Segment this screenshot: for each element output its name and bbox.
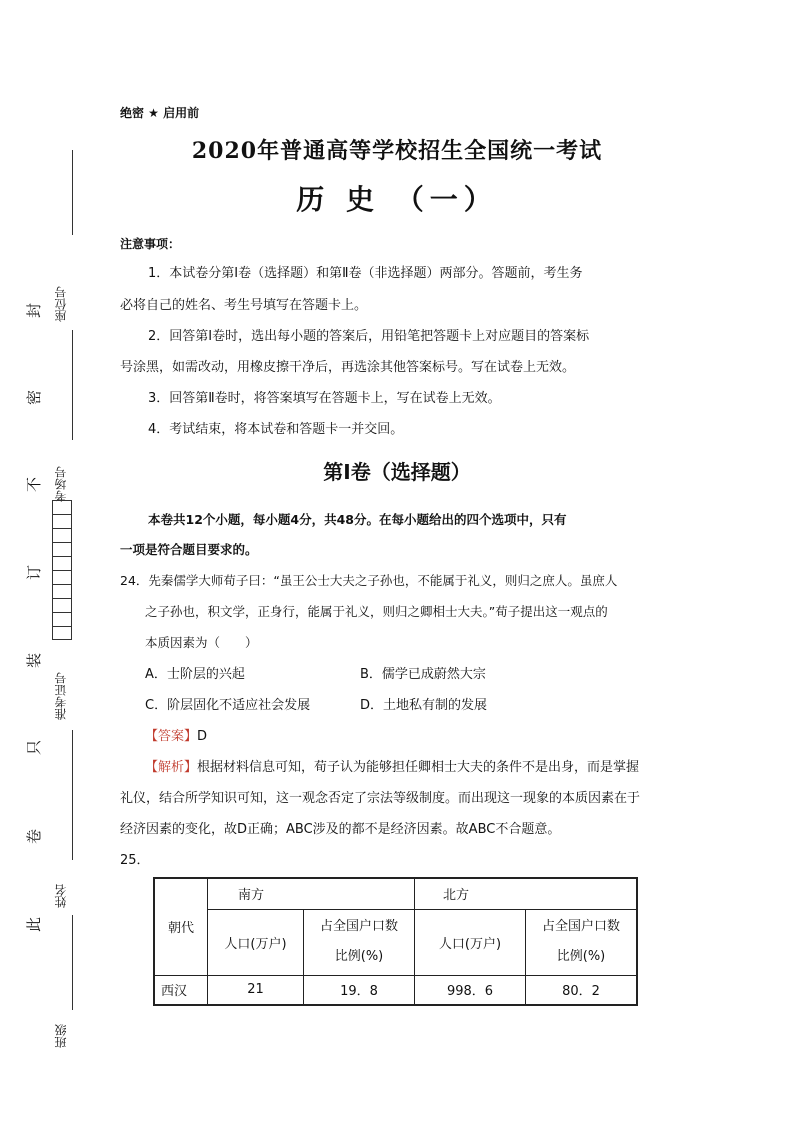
share-label-1: 占全国户口数 <box>541 919 620 934</box>
ticket-number-boxes[interactable] <box>52 500 72 640</box>
share-label-1: 占全国户口数 <box>319 919 398 934</box>
notice-item-2: 2．回答第Ⅰ卷时，选出每小题的答案后，用铅笔把答题卡上对应题目的答案标 <box>148 329 590 344</box>
share-label-2: 比例(%) <box>334 949 384 964</box>
section-intro-line2: 一项是符合题目要求的。 <box>120 542 258 557</box>
q25-number: 25． <box>120 853 150 868</box>
q24-stem-line2: 之子孙也，积文学，正身行，能属于礼义，则归之卿相士大夫。”荀子提出这一观点的 <box>145 604 608 619</box>
cell-south-pop: 21 <box>208 975 304 1005</box>
header-south: 南方 <box>208 878 415 909</box>
seal-char: 此 <box>25 916 44 933</box>
seal-char: 订 <box>25 564 44 581</box>
section-intro-line1: 本卷共12个小题，每小题4分，共48分。在每小题给出的四个选项中，只有 <box>148 512 567 527</box>
fill-line-room <box>72 330 73 440</box>
q24-analysis-line2: 礼仪，结合所学知识可知，这一观念否定了宗法等级制度。而出现这一现象的本质因素在于 <box>120 791 641 806</box>
q24-option-b: B．儒学已成蔚然大宗 <box>360 667 486 682</box>
seal-char: 装 <box>25 652 44 669</box>
q24-analysis-line3: 经济因素的变化，故D正确；ABC涉及的都不是经济因素。故ABC不合题意。 <box>120 822 561 837</box>
q24-option-d: D．土地私有制的发展 <box>360 698 488 713</box>
exam-title: 2020年普通高等学校招生全国统一考试 <box>191 138 603 164</box>
header-dynasty: 朝代 <box>154 878 208 975</box>
header-north-share <box>526 909 638 975</box>
q24-analysis-line1 <box>145 752 639 783</box>
header-north-pop: 人口(万户) <box>415 909 526 975</box>
q24-stem-line1: 24．先秦儒学大师荀子曰：“虽王公士大夫之子孙也，不能属于礼义，则归之庶人。虽庶人 <box>120 573 618 588</box>
subject-title: 历 史 （一） <box>296 183 498 216</box>
section-title: 第Ⅰ卷（选择题） <box>323 460 471 484</box>
notice-heading: 注意事项： <box>120 237 181 251</box>
fill-line-seat <box>72 150 73 235</box>
analysis-tag: 【解析】 <box>145 760 198 775</box>
notice-item-4: 4．考试结束，将本试卷和答题卡一并交回。 <box>148 422 404 437</box>
name-label: 姓名 <box>54 884 68 908</box>
header-south-pop: 人口(万户) <box>208 909 304 975</box>
q24-option-c: C．阶层固化不适应社会发展 <box>145 698 311 713</box>
table-row <box>154 975 637 1005</box>
answer-tag: 【答案】 <box>145 729 198 744</box>
notice-item-3: 3．回答第Ⅱ卷时，将答案填写在答题卡上，写在试卷上无效。 <box>148 391 501 406</box>
seal-char: 密 <box>25 389 44 406</box>
q24-option-a: A．士阶层的兴起 <box>145 667 245 682</box>
seat-label: 座位号 <box>54 286 68 322</box>
ticket-number-label: 准考证号 <box>54 672 68 720</box>
confidential-label: 绝密 ★ 启用前 <box>120 106 200 120</box>
notice-item-1-cont: 必将自己的姓名、考生号填写在答题卡上。 <box>120 298 368 313</box>
share-label-2: 比例(%) <box>556 949 606 964</box>
answer-value: D <box>197 729 208 744</box>
q24-answer <box>145 721 207 752</box>
population-table <box>153 877 638 1006</box>
cell-north-pop: 998．6 <box>415 975 526 1005</box>
seal-char: 只 <box>25 739 44 756</box>
q24-stem-line3: 本质因素为（ ） <box>145 635 258 650</box>
seal-char: 不 <box>25 476 44 493</box>
analysis-text-1: 根据材料信息可知，荀子认为能够担任卿相士大夫的条件不是出身，而是掌握 <box>197 760 640 775</box>
cell-south-share: 19．8 <box>304 975 415 1005</box>
cell-north-share: 80．2 <box>526 975 638 1005</box>
notice-item-2-cont: 号涂黑，如需改动，用橡皮擦干净后，再选涂其他答案标号。写在试卷上无效。 <box>120 360 576 375</box>
seal-char: 封 <box>25 302 44 319</box>
fill-line-class <box>72 915 73 1010</box>
class-label: 班级 <box>54 1024 68 1048</box>
header-south-share <box>304 909 415 975</box>
fill-line-name <box>72 730 73 860</box>
exam-room-label: 考场号 <box>54 466 68 502</box>
seal-char: 卷 <box>25 828 44 845</box>
cell-dynasty: 西汉 <box>154 975 208 1005</box>
header-north: 北方 <box>415 878 638 909</box>
notice-item-1: 1．本试卷分第Ⅰ卷（选择题）和第Ⅱ卷（非选择题）两部分。答题前，考生务 <box>148 266 583 281</box>
